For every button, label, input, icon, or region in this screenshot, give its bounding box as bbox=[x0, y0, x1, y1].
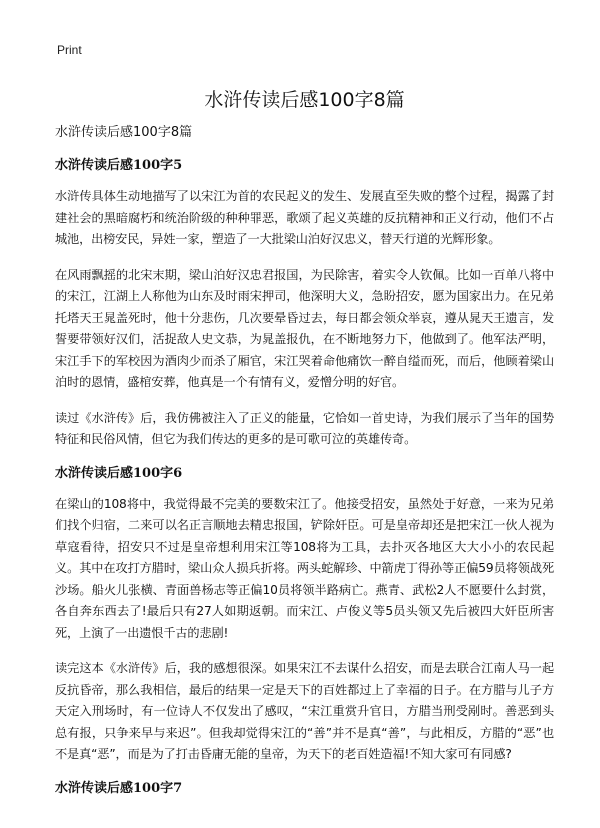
paragraph: 水浒传具体生动地描写了以宋江为首的农民起义的发生、发展直至失败的整个过程，揭露了封建社会的黑暗腐朽和统治阶级的种种罪恶，歌颂了起义英雄的反抗精神和正义行动，他们不占城池，出榜安民，异姓一家，塑造了一大批梁山泊好汉忠义，替天行道的光辉形象。 bbox=[55, 189, 554, 246]
paragraph: 在梁山的108将中，我觉得最不完美的要数宋江了。他接受招安，虽然处于好意，一来为兄弟们找个归宿，二来可以名正言顺地去精忠报国，铲除奸臣。可是皇帝却还是把宋江一伙人视为草寇看待，招安只不过是皇帝想利用宋江等108将为工具，去扑灭各地区大大小小的农民起义。其中在攻打方腊时，梁山众人损兵折将。两头蛇解珍、中箭虎丁得孙等正偏59员将领战死沙场。船火儿张横、青面兽杨志等正偏10员将领半路病亡。燕青、武松2人不愿要什么封赏，各自奔东西去了!最后只有27人如期返朝。而宋江、卢俊义等5员头领又先后被四大奸臣所害死，上演了一出遗恨千古的悲剧! bbox=[55, 496, 554, 640]
section-heading: 水浒传读后感100字6 bbox=[55, 465, 183, 481]
print-link[interactable]: Print bbox=[57, 43, 82, 57]
paragraph: 读过《水浒传》后，我仿佛被注入了正义的能量，它恰如一首史诗，为我们展示了当年的国势特征和民俗风情，但它为我们传达的更多的是可歌可泣的英雄传奇。 bbox=[55, 410, 554, 446]
section-essay-7 bbox=[55, 780, 554, 798]
document-title: 水浒传读后感100字8篇 bbox=[204, 89, 405, 111]
section-heading: 水浒传读后感100字5 bbox=[55, 158, 183, 173]
section-essay-5 bbox=[55, 157, 554, 451]
section-heading: 水浒传读后感100字7 bbox=[55, 780, 183, 796]
document-subtitle: 水浒传读后感100字8篇 bbox=[55, 125, 193, 140]
section-essay-6 bbox=[55, 465, 554, 766]
paragraph: 在风雨飘摇的北宋末期，梁山泊好汉忠君报国，为民除害，着实令人钦佩。比如一百单八将中的宋江，江湖上人称他为山东及时雨宋押司，他深明大义，急盼招安，愿为国家出力。在兄弟托塔天王晁盖死时，他十分悲伤，几次要晕昏过去，每日都会领众举哀，遵从晁天王遗言，发誓要带领好汉们，活捉敌人史文恭，为晁盖报仇，在不断地努力下，他做到了。他军法严明，宋江手下的军校因为酒肉少而杀了厢官，宋江哭着命他痛饮一醉自缢而死，而后，他顾着梁山泊时的恩情，盛棺安葬，他真是一个有情有义，爱憎分明的好官。 bbox=[55, 267, 554, 389]
paragraph: 读完这本《水浒传》后，我的感想很深。如果宋江不去谋什么招安，而是去联合江南人马一起反抗昏帝，那么我相信，最后的结果一定是天下的百姓都过上了幸福的日子。在方腊与儿子方天定入刑场时，有一位诗人不仅发出了感叹，“宋江重赏升官日，方腊当刑受剐时。善恶到头总有报，只争来早与来迟”。但我却觉得宋江的“善”并不是真“善”，与此相反，方腊的“恶”也不是真“恶”，而是为了打击昏庸无能的皇帝，为天下的老百姓造福!不知大家可有同感? bbox=[55, 661, 554, 761]
